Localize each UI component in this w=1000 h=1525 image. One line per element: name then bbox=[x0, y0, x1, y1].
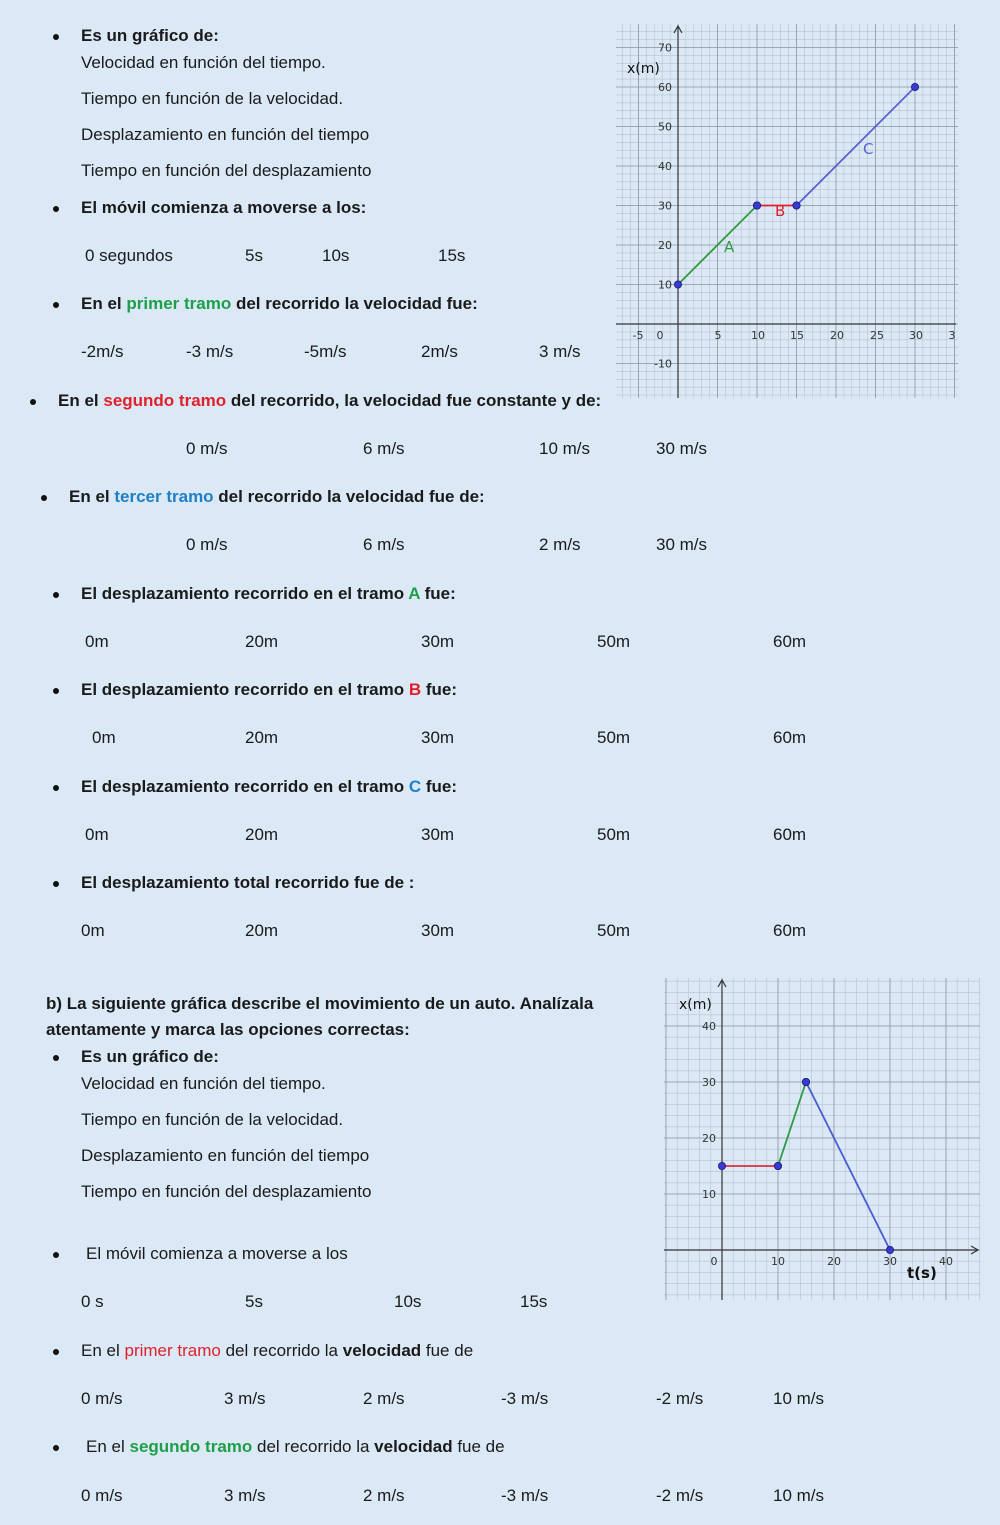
bullet bbox=[53, 1349, 59, 1355]
x-tick-label: 25 bbox=[870, 329, 884, 342]
x-tick-label: 0 bbox=[656, 329, 664, 342]
y-tick-label: 20 bbox=[702, 1132, 716, 1145]
segment-label: A bbox=[724, 238, 735, 256]
question-title: En el tercer tramo del recorrido la velocidad fue de: bbox=[69, 487, 485, 506]
bullet bbox=[53, 592, 59, 598]
series-line-2 bbox=[797, 87, 916, 206]
option[interactable]: Tiempo en función de la velocidad. bbox=[81, 89, 344, 108]
option[interactable]: 10s bbox=[394, 1292, 422, 1311]
option[interactable]: 2 m/s bbox=[539, 535, 581, 554]
option[interactable]: 2 m/s bbox=[363, 1389, 405, 1408]
bullet bbox=[53, 206, 59, 212]
y-tick-label: 70 bbox=[658, 41, 672, 55]
option[interactable]: 0m bbox=[85, 825, 109, 844]
chart-position-time-b bbox=[664, 978, 980, 1300]
option[interactable]: 50m bbox=[597, 921, 631, 940]
option[interactable]: 50m bbox=[597, 825, 631, 844]
data-point bbox=[674, 281, 681, 288]
option[interactable]: 60m bbox=[773, 632, 807, 651]
y-tick-label: -10 bbox=[654, 357, 672, 371]
option[interactable]: 6 m/s bbox=[363, 535, 405, 554]
option[interactable]: Tiempo en función del desplazamiento bbox=[81, 161, 372, 180]
chart-position-time-a bbox=[616, 24, 958, 398]
option[interactable]: -3 m/s bbox=[186, 342, 234, 361]
option[interactable]: 3 m/s bbox=[224, 1486, 266, 1505]
option[interactable]: 60m bbox=[773, 921, 807, 940]
question-title: El desplazamiento total recorrido fue de : bbox=[81, 873, 415, 892]
question-title: En el primer tramo del recorrido la velocidad fue: bbox=[81, 294, 478, 313]
option[interactable]: 20m bbox=[245, 728, 279, 747]
option[interactable]: 10 m/s bbox=[773, 1486, 825, 1505]
bullet bbox=[53, 302, 59, 308]
option[interactable]: 0 segundos bbox=[85, 246, 173, 265]
option[interactable]: 5s bbox=[245, 246, 263, 265]
data-point bbox=[793, 202, 800, 209]
bullet bbox=[53, 1445, 59, 1451]
y-tick-label: 10 bbox=[702, 1188, 716, 1201]
option[interactable]: -5m/s bbox=[304, 342, 347, 361]
x-tick-label: 30 bbox=[883, 1255, 897, 1268]
option[interactable]: 30m bbox=[421, 921, 455, 940]
option[interactable]: 0 m/s bbox=[186, 439, 228, 458]
option[interactable]: Tiempo en función de la velocidad. bbox=[81, 1110, 344, 1129]
question-title: El desplazamiento recorrido en el tramo C fue: bbox=[81, 777, 457, 796]
section-heading: b) La siguiente gráfica describe el movimiento de un auto. Analízala bbox=[46, 994, 594, 1013]
y-tick-label: 30 bbox=[702, 1076, 716, 1089]
x-tick-label: -5 bbox=[632, 329, 644, 342]
question-title: Es un gráfico de: bbox=[81, 26, 219, 45]
option[interactable]: -3 m/s bbox=[501, 1389, 549, 1408]
option[interactable]: 3 m/s bbox=[539, 342, 581, 361]
option[interactable]: Velocidad en función del tiempo. bbox=[81, 1074, 326, 1093]
option[interactable]: 0 m/s bbox=[81, 1389, 123, 1408]
option[interactable]: -3 m/s bbox=[501, 1486, 549, 1505]
option[interactable]: 0m bbox=[81, 921, 105, 940]
option[interactable]: 10s bbox=[322, 246, 350, 265]
bullet bbox=[53, 688, 59, 694]
option[interactable]: -2 m/s bbox=[656, 1486, 704, 1505]
option[interactable]: 20m bbox=[245, 632, 279, 651]
x-tick-label: 30 bbox=[909, 329, 923, 342]
question-title: En el segundo tramo del recorrido, la velocidad fue constante y de: bbox=[58, 391, 602, 410]
option[interactable]: Tiempo en función del desplazamiento bbox=[81, 1182, 372, 1201]
x-tick-label: 20 bbox=[827, 1255, 841, 1268]
option[interactable]: 0 m/s bbox=[81, 1486, 123, 1505]
segment-label: B bbox=[775, 202, 786, 220]
y-tick-label: 40 bbox=[702, 1020, 716, 1033]
question-title: El desplazamiento recorrido en el tramo A fue: bbox=[81, 584, 456, 603]
option[interactable]: 30 m/s bbox=[656, 535, 708, 554]
x-tick-label: 0 bbox=[710, 1255, 718, 1268]
x-tick-label: 3 bbox=[948, 329, 956, 342]
option[interactable]: 20m bbox=[245, 921, 279, 940]
x-tick-label: 10 bbox=[751, 329, 765, 342]
y-tick-label: 60 bbox=[658, 81, 672, 94]
option[interactable]: 30m bbox=[421, 632, 455, 651]
option[interactable]: 15s bbox=[520, 1292, 548, 1311]
question-title: El móvil comienza a moverse a los bbox=[86, 1244, 348, 1263]
option[interactable]: 2 m/s bbox=[363, 1486, 405, 1505]
question-title: El móvil comienza a moverse a los: bbox=[81, 198, 367, 217]
question-title: Es un gráfico de: bbox=[81, 1047, 219, 1066]
question-title: En el segundo tramo del recorrido la velocidad fue de bbox=[86, 1437, 505, 1456]
option[interactable]: 2m/s bbox=[421, 342, 458, 361]
series-line-2 bbox=[806, 1082, 890, 1250]
option[interactable]: 3 m/s bbox=[224, 1389, 266, 1408]
option[interactable]: 30m bbox=[421, 825, 455, 844]
x-axis-label: t(s) bbox=[907, 1264, 937, 1282]
option[interactable]: 60m bbox=[773, 825, 807, 844]
y-axis-label: x(m) bbox=[679, 997, 712, 1013]
y-tick-label: 10 bbox=[658, 278, 672, 292]
question-title: El desplazamiento recorrido en el tramo B fue: bbox=[81, 680, 457, 699]
option[interactable]: 0m bbox=[85, 632, 109, 651]
data-point bbox=[774, 1162, 781, 1169]
bullet bbox=[41, 495, 47, 501]
series-line-1 bbox=[778, 1082, 806, 1166]
y-tick-label: 40 bbox=[658, 160, 672, 173]
data-point bbox=[911, 83, 918, 90]
option[interactable]: 5s bbox=[245, 1292, 263, 1311]
x-tick-label: 40 bbox=[939, 1255, 953, 1268]
section-heading: atentamente y marca las opciones correctas: bbox=[46, 1020, 410, 1039]
option[interactable]: 6 m/s bbox=[363, 439, 405, 458]
bullet bbox=[53, 785, 59, 791]
option[interactable]: 50m bbox=[597, 728, 631, 747]
option[interactable]: -2 m/s bbox=[656, 1389, 704, 1408]
x-tick-label: 15 bbox=[790, 329, 804, 342]
data-point bbox=[886, 1246, 893, 1253]
option[interactable]: Desplazamiento en función del tiempo bbox=[81, 1146, 370, 1165]
y-tick-label: 30 bbox=[658, 199, 672, 213]
bullet bbox=[53, 881, 59, 887]
option[interactable]: 50m bbox=[597, 632, 631, 651]
option[interactable]: 30 m/s bbox=[656, 439, 708, 458]
option[interactable]: 0 m/s bbox=[186, 535, 228, 554]
bullet bbox=[53, 1055, 59, 1061]
option[interactable]: Velocidad en función del tiempo. bbox=[81, 53, 326, 72]
segment-label: C bbox=[863, 140, 874, 158]
y-tick-label: 20 bbox=[658, 239, 672, 252]
bullet bbox=[53, 1252, 59, 1258]
option[interactable]: -2m/s bbox=[81, 342, 124, 361]
y-axis-label: x(m) bbox=[627, 61, 660, 77]
option[interactable]: 20m bbox=[245, 825, 279, 844]
data-point bbox=[753, 202, 760, 209]
option[interactable]: 30m bbox=[421, 728, 455, 747]
x-tick-label: 20 bbox=[830, 329, 844, 342]
data-point bbox=[718, 1162, 725, 1169]
option[interactable]: Desplazamiento en función del tiempo bbox=[81, 125, 370, 144]
x-tick-label: 10 bbox=[771, 1255, 785, 1268]
bullet bbox=[30, 399, 36, 405]
y-tick-label: 50 bbox=[658, 120, 672, 134]
option[interactable]: 10 m/s bbox=[539, 439, 591, 458]
option[interactable]: 0 s bbox=[81, 1292, 104, 1311]
x-tick-label: 5 bbox=[714, 329, 722, 342]
question-title: En el primer tramo del recorrido la velocidad fue de bbox=[81, 1341, 474, 1360]
data-point bbox=[802, 1078, 809, 1085]
bullet bbox=[53, 34, 59, 40]
option[interactable]: 0m bbox=[92, 728, 116, 747]
option[interactable]: 10 m/s bbox=[773, 1389, 825, 1408]
option[interactable]: 15s bbox=[438, 246, 466, 265]
option[interactable]: 60m bbox=[773, 728, 807, 747]
